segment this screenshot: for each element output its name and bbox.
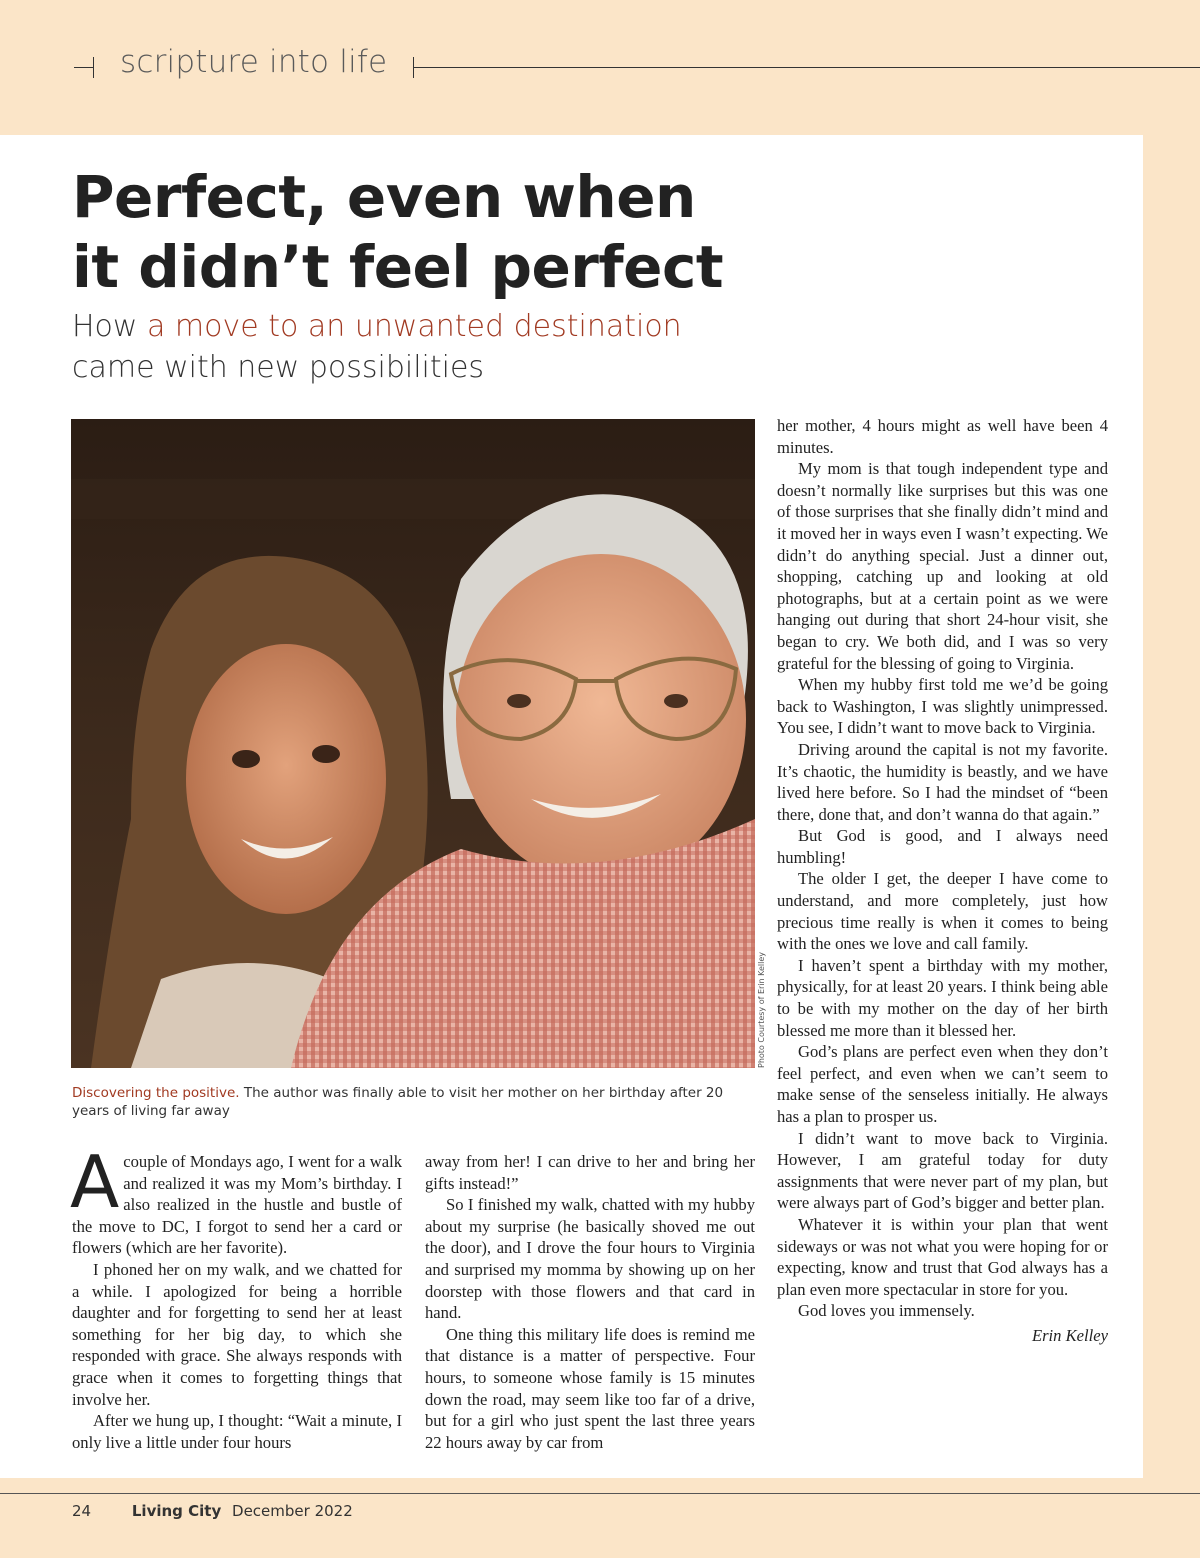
article-title <box>72 162 832 302</box>
section-header <box>0 0 1200 135</box>
body-paragraph: After we hung up, I thought: “Wait a minute, I only live a little under four hours <box>72 1411 402 1452</box>
title-line-2: it didn’t feel perfect <box>72 233 724 301</box>
body-paragraph: Whatever it is within your plan that went sideways or was not what you were hoping for or expecting, know and trust that God always has a plan even more spectacular in store for you. <box>777 1214 1108 1299</box>
body-paragraph: I didn’t want to move back to Virginia. However, I am grateful today for duty assignments that were never part of my plan, but were always part of God’s bigger and better plan. <box>777 1128 1108 1213</box>
body-paragraph: God loves you immensely. <box>798 1301 975 1321</box>
body-paragraph: Driving around the capital is not my favorite. It’s chaotic, the humidity is beastly, and we have lived here before. So I had the mindset of “been there, done that, and don’t wanna do that again.” <box>777 739 1108 824</box>
drop-cap: A <box>70 1140 120 1224</box>
subtitle-pre: How <box>72 309 147 344</box>
body-paragraph: But God is good, and I always need humbling! <box>777 826 1108 867</box>
body-paragraph: Acouple of Mondays ago, I went for a walk and realized it was my Mom’s birthday. I also realized in the hustle and bustle of the move to DC, I forgot to send her a card or flowers (which are her favorite). <box>70 1140 402 1258</box>
body-column-2 <box>425 1151 755 1453</box>
magazine-name: Living City <box>131 1502 222 1520</box>
body-column-1 <box>70 1140 402 1453</box>
article-photo <box>71 419 755 1068</box>
subtitle-post: came with new possibilities <box>72 350 485 385</box>
subtitle-accent: a move to an unwanted destination <box>147 309 682 344</box>
page-number: 24 <box>72 1502 92 1520</box>
photo-caption <box>72 1084 752 1120</box>
title-line-1: Perfect, even when <box>72 163 696 231</box>
article-subtitle <box>72 306 832 388</box>
header-tick-left-bar <box>93 57 94 78</box>
body-paragraph: her mother, 4 hours might as well have been 4 minutes. <box>777 416 1108 457</box>
photo-credit: Photo Courtesy of Erin Kelley <box>757 951 766 1068</box>
issue-date: December 2022 <box>232 1502 353 1520</box>
page-footer <box>72 1502 353 1520</box>
section-label: scripture into life <box>120 44 388 80</box>
body-paragraph: God’s plans are perfect even when they don’t feel perfect, and even when we can’t seem to make sense of the senseless initially. He always has a plan to prosper us. <box>777 1042 1108 1126</box>
body-paragraph: The older I get, the deeper I have come to understand, and more completely, just how precious time really is when it comes to being with the ones we love and call family. <box>777 869 1108 954</box>
body-paragraph: I haven’t spent a birthday with my mother, physically, for at least 20 years. I think being able to be with my mother on the day of her birth blessed me more than it blessed her. <box>777 955 1108 1040</box>
body-paragraph: When my hubby first told me we’d be going back to Washington, I was slightly unimpressed. You see, I didn’t want to move back to Virginia. <box>777 675 1108 738</box>
author-signature: Erin Kelley <box>1031 1325 1108 1345</box>
body-paragraph: I phoned her on my walk, and we chatted for a while. I apologized for being a horrible daughter and for forgetting to send her at least something for her big day, to which she responded with grace. She always responds with grace when it comes to forgetting things that involve her. <box>72 1259 402 1409</box>
footer-rule <box>0 1493 1200 1494</box>
body-paragraph: My mom is that tough independent type and doesn’t normally like surprises but this was one of those surprises that she finally didn’t mind and it moved her in ways even I wasn’t expecting. We didn’t do anything special. Just a dinner out, shopping, catching up and looking at old photographs, but at a certain point as we were hanging out during that short 24-hour visit, she began to cry. We both did, and I was so very grateful for the blessing of going to Virginia. <box>777 459 1108 673</box>
body-paragraph: away from her! I can drive to her and bring her gifts instead!” <box>425 1152 755 1193</box>
body-paragraph: So I finished my walk, chatted with my hubby about my surprise (he basically shoved me out the door), and I drove the four hours to Virginia and surprised my momma by showing up on her doorstep with those flowers and that card in hand. <box>425 1195 755 1323</box>
body-paragraph: One thing this military life does is remind me that distance is a matter of perspective. Four hours, to someone whose family is 15 minutes down the road, may seem like too far of a drive, but for a girl who just spent the last three years 22 hours away by car from <box>425 1324 755 1452</box>
header-rule <box>413 67 1200 68</box>
caption-text: The author was finally able to visit her mother on her birthday after 20 years of living far away <box>72 1085 724 1119</box>
header-tick-left <box>74 67 94 68</box>
photo-illustration <box>71 419 755 1068</box>
caption-lead: Discovering the positive. <box>72 1085 240 1101</box>
body-column-3 <box>777 415 1108 1347</box>
